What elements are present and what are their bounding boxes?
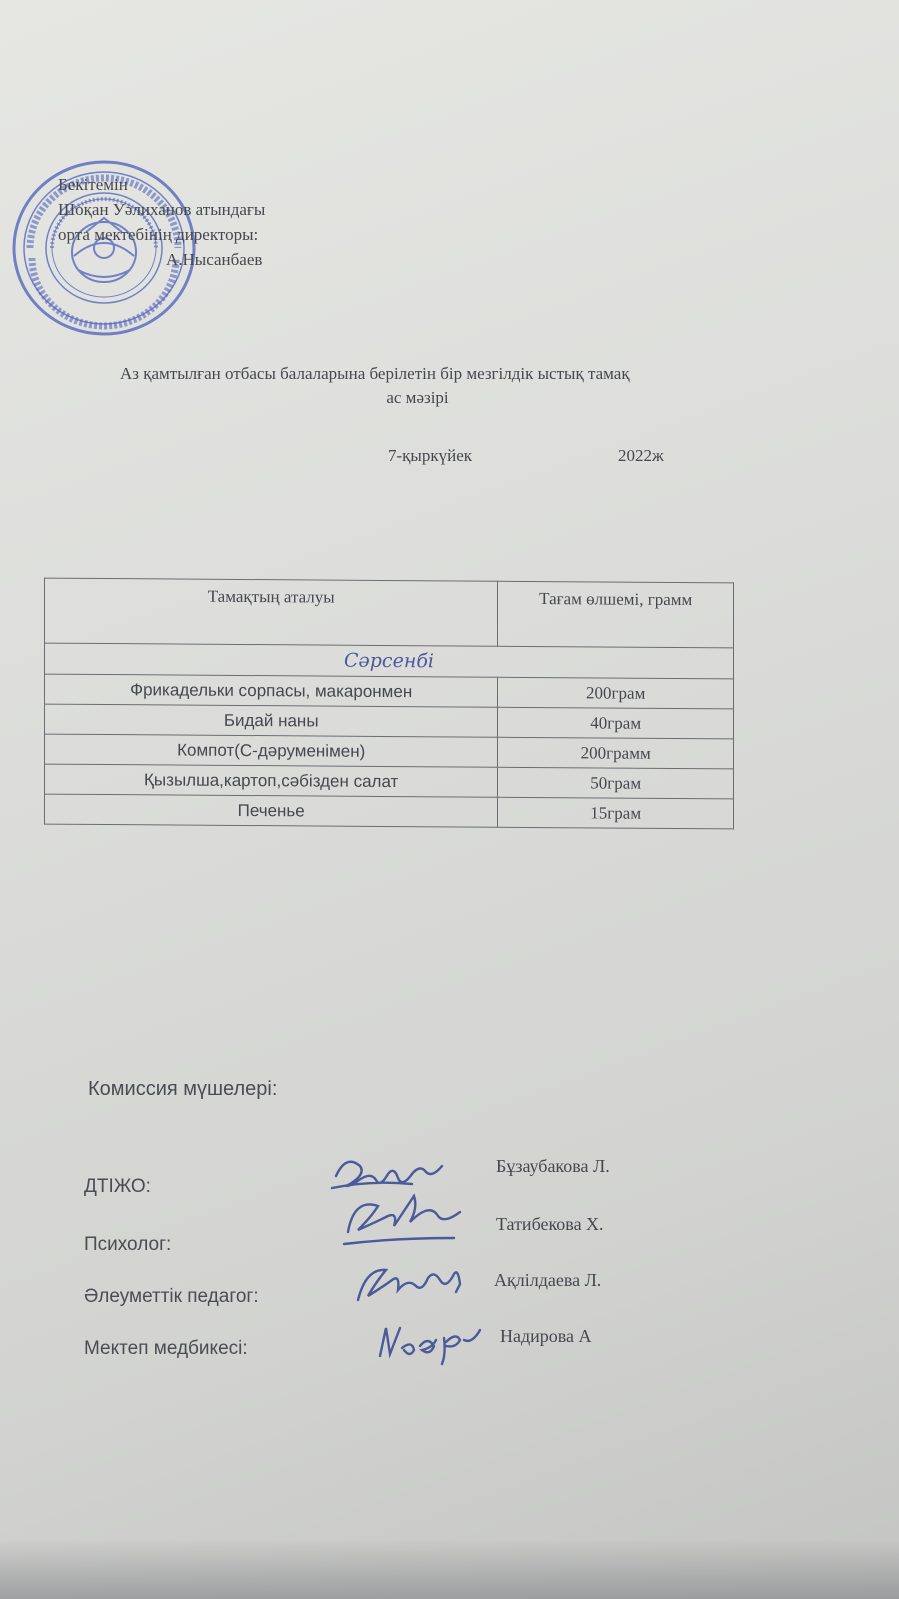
menu-table (44, 578, 734, 830)
signature-icon (338, 1188, 468, 1258)
dish-portion: 15грам (498, 797, 734, 829)
table-row (45, 674, 734, 709)
dish-name: Компот(С-дәруменімен) (45, 734, 498, 767)
dish-portion: 200грамм (498, 737, 734, 769)
title-line-1: Аз қамтылған отбасы балаларына берілетін бір мезгілдік ыстық тамақ (120, 364, 630, 383)
approval-position: орта мектебінің директоры: (58, 225, 259, 244)
table-row (45, 764, 734, 799)
member-role: Әлеуметтік педагог: (84, 1286, 259, 1307)
approval-school: Шоқан Уәлиханов атындағы (58, 200, 266, 219)
date-day: 7-қыркүйек (388, 446, 473, 465)
dish-portion: 200грам (498, 677, 734, 709)
table-row (45, 734, 734, 769)
signature-icon (348, 1256, 478, 1316)
dish-portion: 40грам (498, 707, 734, 739)
table-row (45, 794, 734, 829)
table-header-row (45, 578, 734, 648)
signature-icon (372, 1318, 492, 1368)
dish-name: Фрикадельки сорпасы, макаронмен (45, 674, 498, 707)
member-name: Ақлілдаева Л. (494, 1270, 602, 1290)
day-label: Сәрсенбі (45, 643, 734, 679)
member-name: Бұзаубакова Л. (496, 1156, 610, 1176)
title-line-2: ас мәзірі (386, 388, 449, 407)
table-row (45, 704, 734, 739)
date-year: 2022ж (618, 446, 664, 465)
member-name: Татибекова Х. (496, 1214, 604, 1234)
dish-name: Бидай наны (45, 704, 498, 737)
document-title (120, 362, 899, 410)
approval-heading: Бекітемін (58, 175, 128, 194)
day-row (45, 643, 734, 679)
dish-name: Печенье (45, 794, 498, 827)
approval-director-name: А.Нысанбаев (166, 250, 263, 269)
member-name: Надирова А (500, 1326, 592, 1346)
member-role: Мектеп медбикесі: (84, 1338, 248, 1359)
header-portion: Тағам өлшемі, грамм (498, 581, 734, 648)
approval-block (58, 172, 265, 272)
header-dish-name: Тамақтың аталуы (45, 578, 498, 646)
dish-name: Қызылша,картоп,сәбізден салат (45, 764, 498, 797)
dish-portion: 50грам (498, 767, 734, 799)
member-role: Психолог: (84, 1234, 172, 1255)
commission-heading: Комиссия мүшелері: (88, 1078, 278, 1100)
member-role: ДТІЖО: (84, 1176, 151, 1197)
